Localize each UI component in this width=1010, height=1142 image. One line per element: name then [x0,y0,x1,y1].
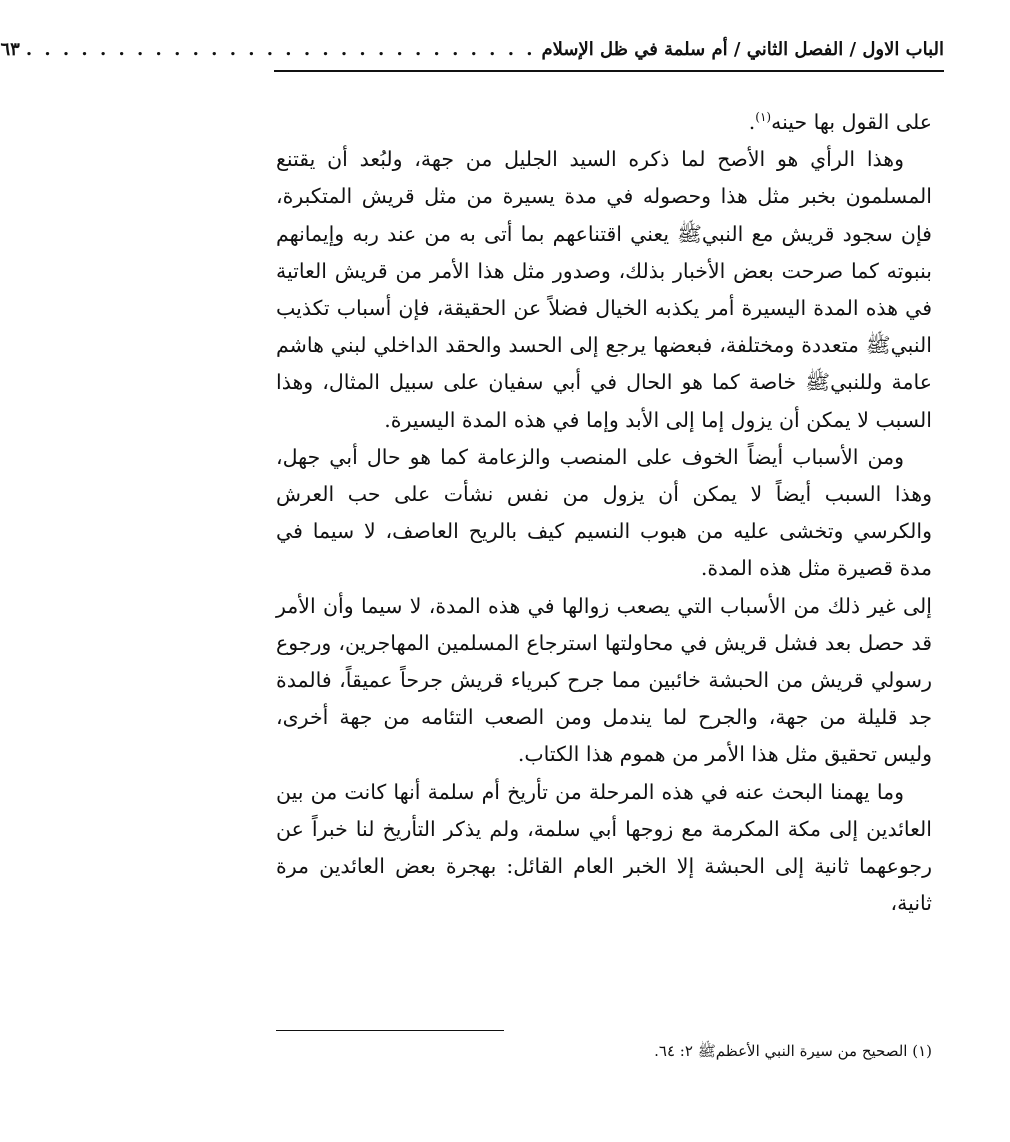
paragraph: وهذا الرأي هو الأصح لما ذكره السيد الجليل من جهة، ولبُعد أن يقتنع المسلمون بخبر مثل هذا وحصوله في مدة يسيرة من مثل قريش المتكبرة، فإن سجود قريش مع النبيﷺ يعني اقتناعهم بما أتى به من عند ربه وإيمانهم بنبوته كما صرحت بعض الأخبار بذلك، وصدور مثل هذا الأمر من قريش العاتية في هذه المدة اليسيرة أمر يكذبه الخيال فضلاً عن الحقيقة، فإن أسباب تكذيب النبيﷺ متعددة ومختلفة، فبعضها يرجع إلى الحسد والحقد الداخلي لبني هاشم عامة وللنبيﷺ خاصة كما هو الحال في أبي سفيان على سبيل المثال، وهذا السبب لا يمكن أن يزول إما إلى الأبد وإما في هذه المدة اليسيرة. [276,147,932,432]
body-text [276,104,932,922]
footnote: (١) الصحيح من سيرة النبي الأعظمﷺ ٢: ٦٤. [654,1042,932,1060]
leader-dots: . . . . . . . . . . . . . . . . . . . . . . . . . . . . [25,38,536,60]
chapter-title: الباب الاول / الفصل الثاني / أم سلمة في ظل الإسلام [541,38,944,60]
page-number: ٦٣ [0,38,20,60]
running-header [0,34,944,64]
paragraph-end-mark: . [748,110,756,134]
header-rule [274,70,944,72]
footnote-reference: (١) [755,110,772,125]
paragraph: ومن الأسباب أيضاً الخوف على المنصب والزعامة كما هو حال أبي جهل، وهذا السبب أيضاً لا يمكن أن يزول من نفس نشأت على حب العرش والكرسي وتخشى عليه من هبوب النسيم كيف بالريح العاصف، لا سيما في مدة قصيرة مثل هذه المدة. [276,444,932,581]
footnote-rule [276,1030,504,1031]
paragraph: وما يهمنا البحث عنه في هذه المرحلة من تأريخ أم سلمة أنها كانت من بين العائدين إلى مكة المكرمة مع زوجها أبي سلمة، ولم يذكر التأريخ لنا خبراً عن رجوعهما ثانية إلى الحبشة إلا الخبر العام القائل: بهجرة بعض العائدين مرة ثانية، [276,779,932,916]
paragraph: إلى غير ذلك من الأسباب التي يصعب زوالها في هذه المدة، لا سيما وأن الأمر قد حصل بعد فشل قريش في محاولتها استرجاع المسلمين المهاجرين، ورجوع رسولي قريش من الحبشة خائبين مما جرح كبرياء قريش جرحاً عميقاً، فالمدة جد قليلة من جهة، والجرح لما يندمل ومن الصعب التئامه من جهة أخرى، وليس تحقيق مثل هذا الأمر من هموم هذا الكتاب. [276,593,932,767]
paragraph-text: على القول بها حينه [771,110,932,134]
paragraph-continuation [276,104,932,141]
